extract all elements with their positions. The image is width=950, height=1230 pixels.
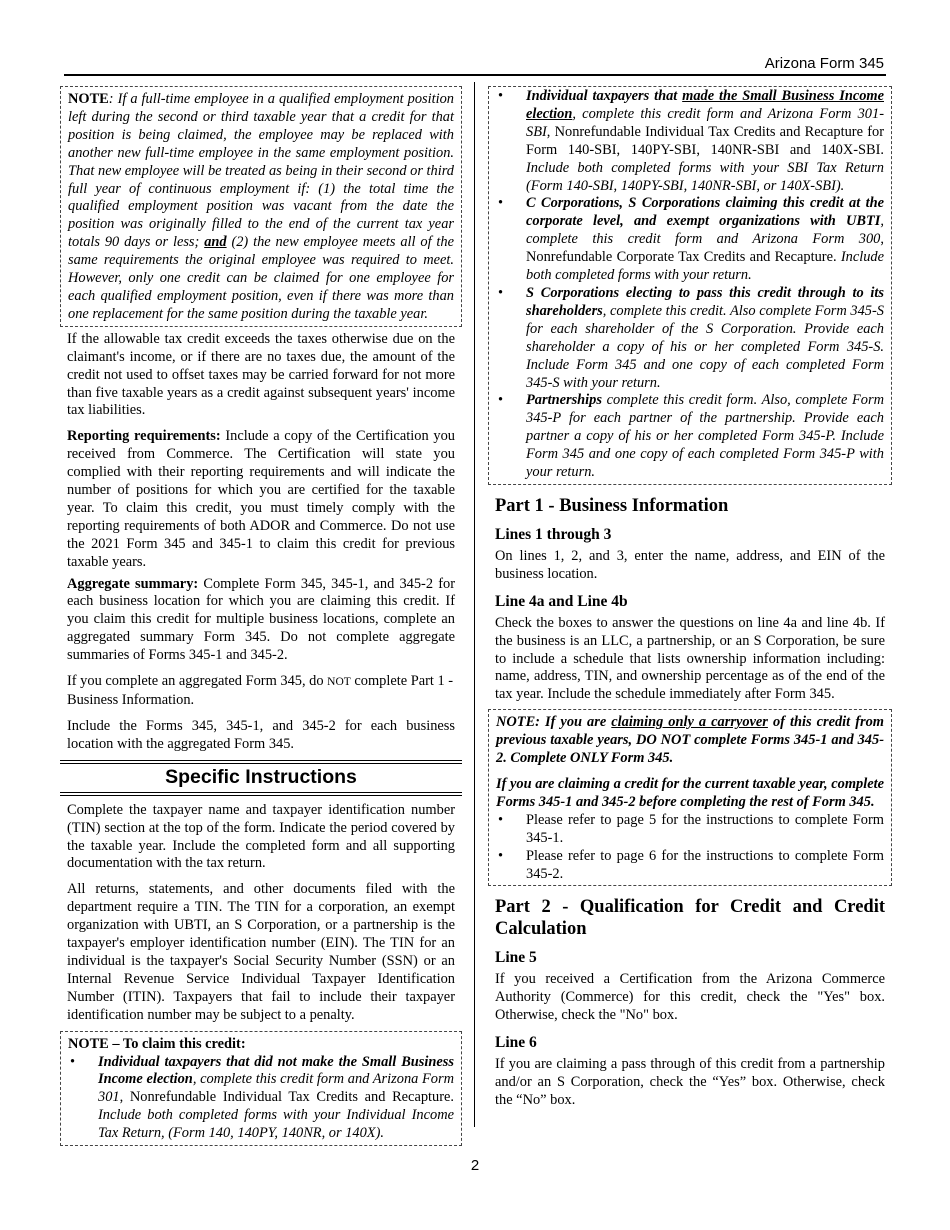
aggregated-note-not: NOT [327, 676, 351, 689]
right-column [488, 86, 892, 1110]
list-item [496, 392, 884, 482]
vacancy-note-text-2: (2) the new employee meets all of the same requirements the original employee was required to meet. However, only one credit can be claimed for one employee for each qualified employment position, even if there was more than one replacement for the same position during the taxable year. [68, 234, 454, 322]
bullet-italic-text: , complete this credit form and Arizona Form 301-SBI [526, 105, 884, 140]
bullet-italic-text-2: Include both completed forms with your SBI Tax Return (Form 140-SBI, 140PY-SBI, 140NR-SBI, or 140X-SBI). [526, 159, 884, 194]
bullet-text: Please refer to page 5 for the instructions to complete Form 345-1. [526, 811, 884, 846]
carryover-note-text-1: If you are [539, 714, 612, 731]
specific-instructions-heading: Specific Instructions [60, 760, 462, 796]
specific-paragraph-1: Complete the taxpayer name and taxpayer identification number (TIN) section at the top of the form. Indicate the period covered by the taxable year. Include the completed form and all supporting documentation with the tax return. [67, 801, 455, 872]
bullet-italic-text: , complete this credit form and Arizona Form 300 [526, 213, 884, 248]
line5-heading: Line 5 [495, 949, 537, 967]
vacancy-note-and: and [204, 234, 227, 251]
aggregated-note-text-1: If you complete an aggregated Form 345, do [67, 673, 328, 690]
bullet-text: Please refer to page 6 for the instructions to complete Form 345-2. [526, 847, 884, 882]
line4-text: Check the boxes to answer the questions on line 4a and line 4b. If the business is an LLC, a partnership, or an S Corporation, be sure to include a schedule that lists ownership information including: name, address, TIN, and ownership percentage as of the end of the tax year. Include the schedule immediately after Form 345. [495, 614, 885, 703]
bullet-icon: • [498, 88, 504, 104]
aggregate-text: Complete Form 345, 345-1, and 345-2 for each business location for which you are claiming this credit. If you claim this credit for multiple business locations, complete an aggregated summary Form 345. Do not complete aggregate summaries of Forms 345-1 and 345-2. [67, 575, 455, 664]
lines1-3-text: On lines 1, 2, and 3, enter the name, address, and EIN of the business location. [495, 547, 885, 582]
bullet-italic-text: , complete this credit. Also complete Form 345-S for each shareholder of the S Corporation. Provide each shareholder a copy of his or her completed Form 345-S. Include Form 345 and one copy of each completed Form 345-S with your return. [526, 302, 884, 391]
bullet-icon: • [70, 1053, 76, 1070]
bullet-icon: • [498, 811, 504, 828]
list-item [68, 1054, 454, 1144]
bullet-italic-text-2: Include both completed forms with your Individual Income Tax Return, (Form 140, 140PY, 140NR, or 140X). [98, 1107, 454, 1142]
claim-note-title [68, 1036, 454, 1054]
carryover-note-text-2: of this credit from previous taxable years, DO NOT complete Forms 345-1 and 345-2. Complete ONLY Form 345. [496, 714, 884, 767]
part2-heading: Part 2 - Qualification for Credit and Credit Calculation [495, 897, 885, 940]
aggregated-note-text-2: complete Part 1 - Business Information. [67, 673, 454, 708]
part1-heading: Part 1 - Business Information [495, 495, 729, 516]
line6-text: If you are claiming a pass through of this credit from a partnership and/or an S Corporation, check the “Yes” box. Otherwise, check the “No” box. [495, 1056, 885, 1108]
line4-heading: Line 4a and Line 4b [495, 592, 628, 610]
bullet-icon: • [498, 847, 504, 864]
line6-heading: Line 6 [495, 1034, 537, 1052]
note-label: NOTE [68, 91, 109, 107]
bullet-bold-text: Partnerships [526, 392, 602, 409]
bullet-text: , Nonrefundable Individual Tax Credits and Recapture. [119, 1089, 454, 1106]
bullet-bold-underline: made the Small Business Income election [526, 88, 884, 122]
form-title-header: Arizona Form 345 [764, 55, 884, 72]
carryover-note-box [488, 709, 892, 886]
specific-paragraph-2: All returns, statements, and other documents filed with the department require a TIN. The TIN for a corporation, an exempt organization with UBTI, an S Corporation, or a partnership is the taxpayer's employer identification number (EIN). The TIN for an individual is the taxpayer's Social Security Number (SSN) or an Internal Revenue Service Individual Taxpayer Identification Number (ITIN). Taxpayers that fail to include their taxpayer identification number may be subject to a penalty. [67, 881, 455, 1023]
aggregate-paragraph [67, 576, 455, 666]
bullet-bold-text: S Corporations electing to pass this credit through to its shareholders [526, 284, 884, 319]
vacancy-note [68, 91, 454, 324]
bullet-italic-text-2: Include both completed forms with your return. [526, 249, 884, 284]
bullet-italic-text: , complete this credit form and Arizona Form 301 [98, 1071, 454, 1106]
vacancy-note-box [60, 86, 462, 327]
bullet-italic-text: complete this credit form. Also, complete Form 345-P for each partner of the partnership. Provide each partner a copy of his or her completed Form 345-P. Include Form 345 and one copy of each completed Form 345-P with your return. [526, 392, 884, 481]
carryover-note-label: NOTE: [496, 714, 540, 731]
bullet-icon: • [498, 392, 504, 409]
list-item [496, 812, 884, 848]
page-number: 2 [470, 1157, 480, 1174]
bullet-bold-text: Individual taxpayers that [526, 88, 683, 104]
claim-note-continued-box [488, 86, 892, 485]
reporting-label: Reporting requirements: [67, 428, 221, 445]
carryforward-paragraph: If the allowable tax credit exceeds the taxes otherwise due on the claimant's income, or if there are no taxes due, the amount of the credit not used to offset taxes may be carried forward for not more than five taxable years as a credit against subsequent years' income tax liabilities. [67, 330, 455, 419]
current-year-note: If you are claiming a credit for the current taxable year, complete Forms 345-1 and 345-2 before completing the rest of Form 345. [496, 776, 884, 810]
bullet-icon: • [498, 195, 504, 212]
claim-note-box [60, 1031, 462, 1146]
claim-note-title-text: NOTE – To claim this credit: [68, 1035, 246, 1052]
reporting-paragraph [67, 428, 455, 571]
list-item [496, 848, 884, 884]
aggregate-label: Aggregate summary: [67, 575, 199, 592]
list-item [496, 88, 884, 195]
column-divider [474, 82, 475, 1127]
vacancy-note-text-1: : If a full-time employee in a qualified employment position left during the second or third taxable year that a credit for that position is being claimed, the employee may be replaced with another new full-time employee in the same employment position. That new employee will be treated as being in their second or third full year of continuous employment if: (1) the total time the qualified employment position was vacant from the date the position was originally filled to the end of the current tax year totals 90 days or less; [68, 91, 454, 251]
line5-text: If you received a Certification from the Arizona Commerce Authority (Commerce) for this credit, check the "Yes" box. Otherwise, check the "No" box. [495, 971, 885, 1024]
bullet-text: , Nonrefundable Corporate Tax Credits and Recapture. [526, 231, 884, 266]
list-item [496, 195, 884, 285]
claim-note-continued-list [496, 88, 884, 482]
carryover-note-underline: claiming only a carryover [611, 714, 768, 731]
reporting-text: Include a copy of the Certification you received from Commerce. The Certification will state you complied with their reporting requirements and will indicate the number of positions for which you are certified for the taxable year. To claim this credit, you must timely comply with the reporting requirements of both ADOR and Commerce. Do not use the 2021 Form 345 and 345-1 to claim this credit for previous taxable years. [67, 428, 455, 570]
bullet-bold-text: Individual taxpayers that did not make the Small Business Income election [98, 1053, 454, 1088]
aggregated-note-paragraph [67, 673, 455, 710]
list-item [496, 285, 884, 392]
header-rule [64, 74, 886, 76]
carryover-note-list [496, 812, 884, 884]
bullet-bold-text: C Corporations, S Corporations claiming this credit at the corporate level, and exempt organizations with UBTI [526, 195, 884, 230]
carryover-note [496, 714, 884, 768]
claim-note-list [68, 1054, 454, 1144]
include-forms-paragraph: Include the Forms 345, 345-1, and 345-2 for each business location with the aggregated Form 345. [67, 717, 455, 752]
left-column [60, 86, 462, 1146]
bullet-icon: • [498, 284, 504, 301]
bullet-text: , Nonrefundable Individual Tax Credits and Recapture for Form 140-SBI, 140PY-SBI, 140NR-SBI and 140X-SBI. [526, 123, 884, 158]
lines1-3-heading: Lines 1 through 3 [495, 525, 612, 543]
